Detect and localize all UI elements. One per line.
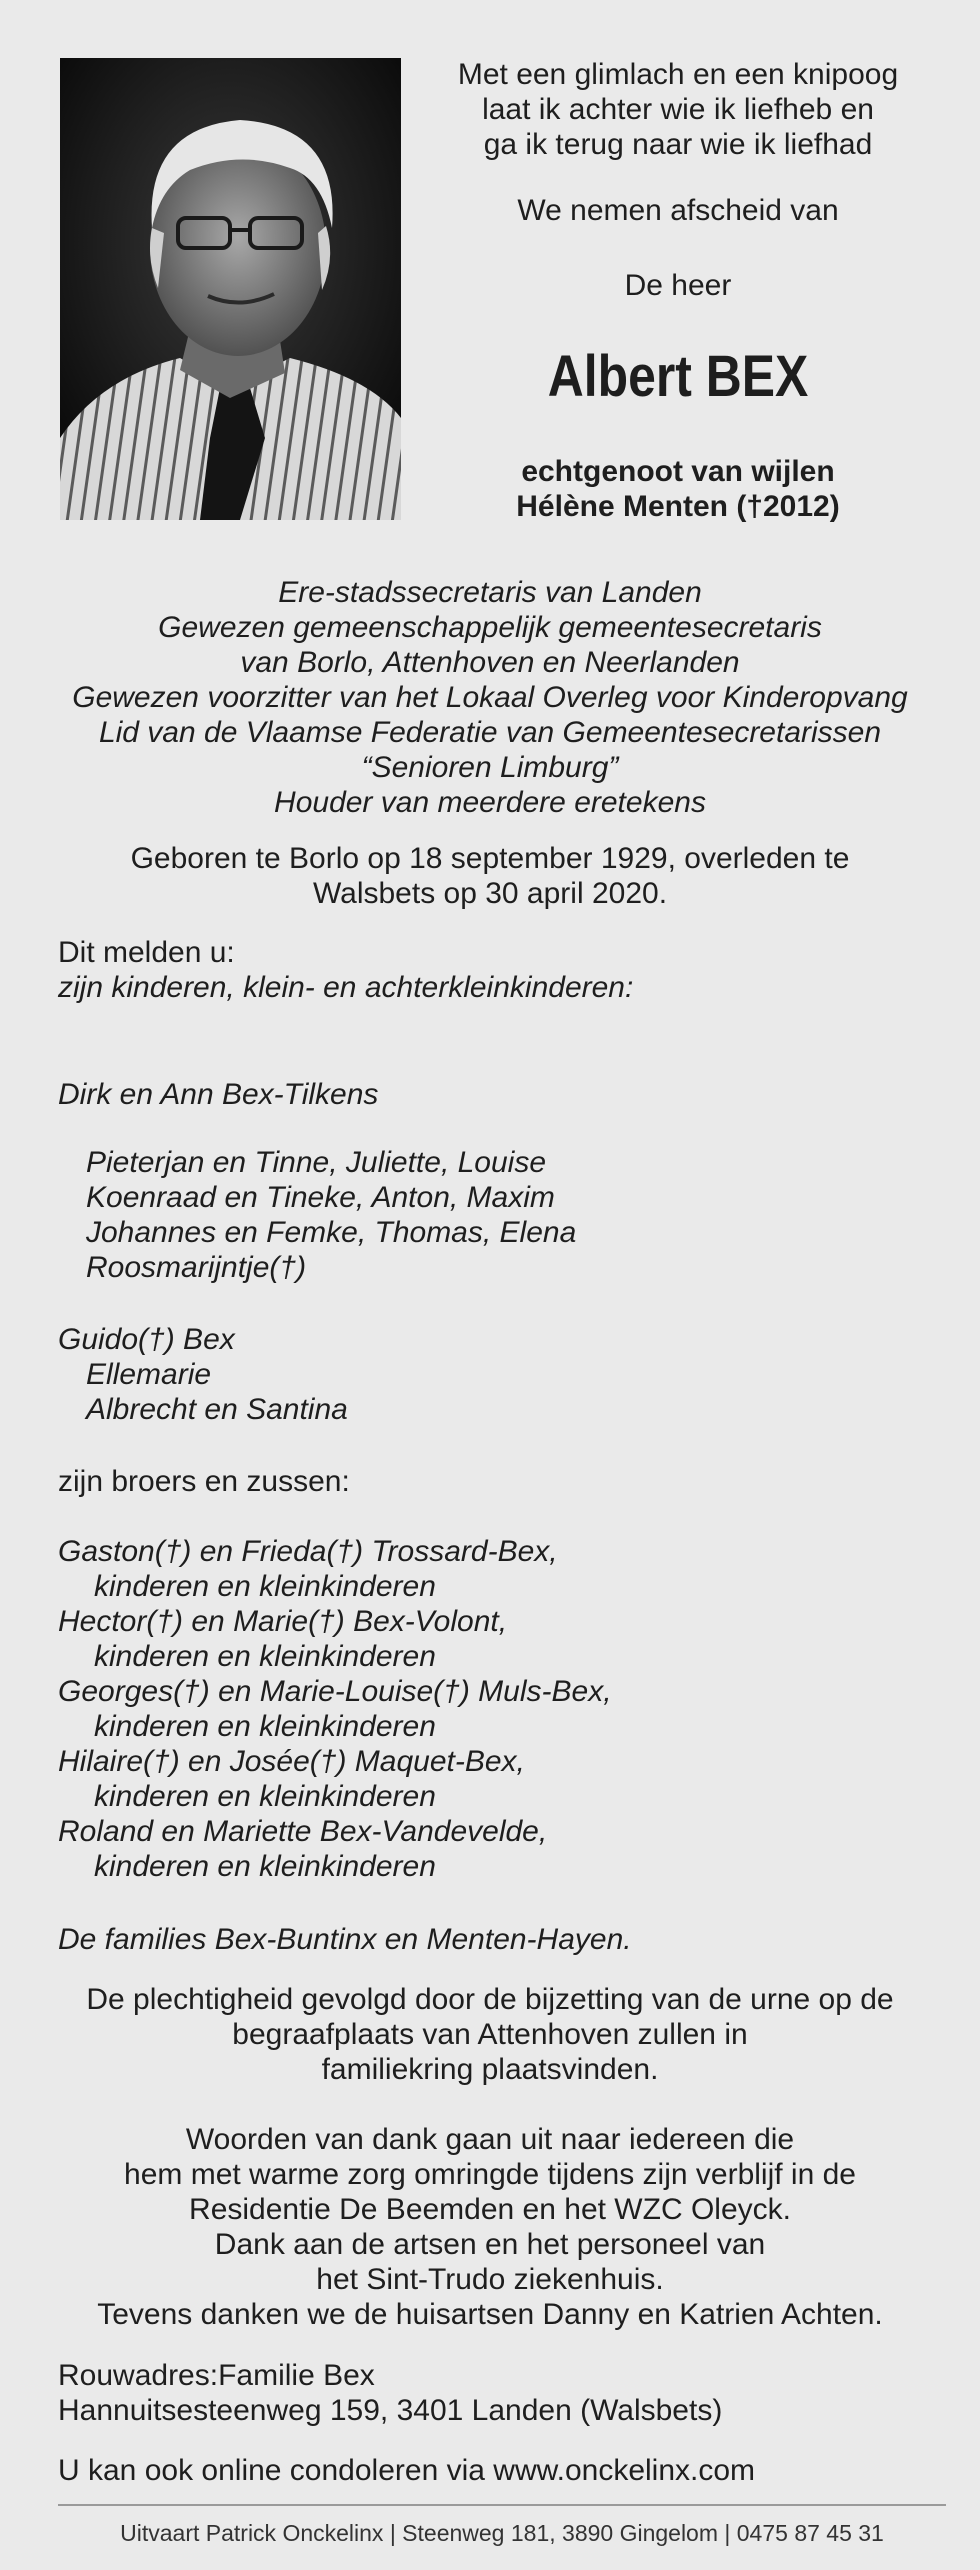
title-line: van Borlo, Attenhoven en Neerlanden [240,646,740,679]
announcement-intro: Dit melden u: [58,936,235,969]
spouse-line: Hélène Menten (†2012) [516,490,840,523]
sibling-name: Roland en Mariette Bex-Vandevelde, [58,1815,548,1848]
family-member: Johannes en Femke, Thomas, Elena [86,1216,577,1249]
spouse-line: echtgenoot van wijlen [521,455,835,488]
titles-list [40,575,940,820]
spouse-info [428,454,928,524]
family-member: Pieterjan en Tinne, Juliette, Louise [86,1146,547,1179]
address-line: Hannuitsesteenweg 159, 3401 Landen (Walsbets) [58,2394,723,2427]
sibling-descendants: kinderen en kleinkinderen [94,1850,436,1883]
ceremony-line: De plechtigheid gevolgd door de bijzetting van de urne op de [86,1983,894,2016]
poem-line: laat ik achter wie ik liefheb en [482,93,874,126]
siblings-heading: zijn broers en zussen: [58,1465,350,1498]
thanks-line: Dank aan de artsen en het personeel van [214,2228,766,2261]
funeral-home-footer [58,2504,946,2547]
sibling-name: Gaston(†) en Frieda(†) Trossard-Bex, [58,1535,558,1568]
title-line: Gewezen voorzitter van het Lokaal Overleg voor Kinderopvang [72,681,908,714]
thanks-line: Residentie De Beemden en het WZC Oleyck. [189,2193,791,2226]
farewell-line: We nemen afscheid van [517,194,839,227]
sibling-descendants: kinderen en kleinkinderen [94,1780,436,1813]
thanks [40,2122,940,2332]
announcement [58,935,633,1005]
title-line: Houder van meerdere eretekens [274,786,706,819]
salutation: De heer [624,269,732,302]
family-dirk [58,1077,576,1285]
siblings-list [58,1534,612,1884]
birth-death-line: Geboren te Borlo op 18 september 1929, overleden te [130,842,850,875]
poem-line: ga ik terug naar wie ik liefhad [483,128,873,161]
family-member: Ellemarie [86,1358,212,1391]
family-head: Guido(†) Bex [58,1323,235,1356]
family-member: Roosmarijntje(†) [86,1251,307,1284]
mourning-address [58,2358,722,2428]
family-member: Albrecht en Santina [86,1393,348,1426]
sibling-descendants: kinderen en kleinkinderen [94,1710,436,1743]
thanks-line: het Sint-Trudo ziekenhuis. [316,2263,664,2296]
title-line: Gewezen gemeenschappelijk gemeentesecretaris [158,611,822,644]
birth-death-info [40,841,940,911]
footer-text: Uitvaart Patrick Onckelinx | Steenweg 181, 3890 Gingelom | 0475 87 45 31 [120,2520,884,2546]
children-heading: zijn kinderen, klein- en achterkleinkinderen: [58,971,634,1004]
ceremony-line: familiekring plaatsvinden. [321,2053,659,2086]
portrait-photo [60,58,401,520]
families-line: De families Bex-Buntinx en Menten-Hayen. [58,1923,632,1956]
deceased-name: Albert BEX [547,344,809,409]
ceremony-line: begraafplaats van Attenhoven zullen in [232,2018,748,2051]
thanks-line: hem met warme zorg omringde tijdens zijn verblijf in de [124,2158,856,2191]
sibling-name: Hilaire(†) en Josée(†) Maquet-Bex, [58,1745,525,1778]
sibling-name: Hector(†) en Marie(†) Bex-Volont, [58,1605,508,1638]
birth-death-line: Walsbets op 30 april 2020. [312,877,668,910]
sibling-descendants: kinderen en kleinkinderen [94,1570,436,1603]
family-guido [58,1322,348,1427]
online-condolence-link[interactable]: U kan ook online condoleren via www.onckelinx.com [58,2454,756,2487]
ceremony-info [40,1982,940,2087]
title-line: Ere-stadssecretaris van Landen [278,576,702,609]
title-line: Lid van de Vlaamse Federatie van Gemeentesecretarissen [98,716,882,749]
thanks-line: Woorden van dank gaan uit naar iedereen die [185,2123,795,2156]
family-member: Koenraad en Tineke, Anton, Maxim [86,1181,555,1214]
family-head: Dirk en Ann Bex-Tilkens [58,1078,379,1111]
sibling-name: Georges(†) en Marie-Louise(†) Muls-Bex, [58,1675,612,1708]
poem-line: Met een glimlach en een knipoog [457,58,899,91]
address-line: Rouwadres:Familie Bex [58,2359,375,2392]
thanks-line: Tevens danken we de huisartsen Danny en Katrien Achten. [97,2298,883,2331]
sibling-descendants: kinderen en kleinkinderen [94,1640,436,1673]
title-line: “Senioren Limburg” [361,751,619,784]
poem [428,57,928,162]
